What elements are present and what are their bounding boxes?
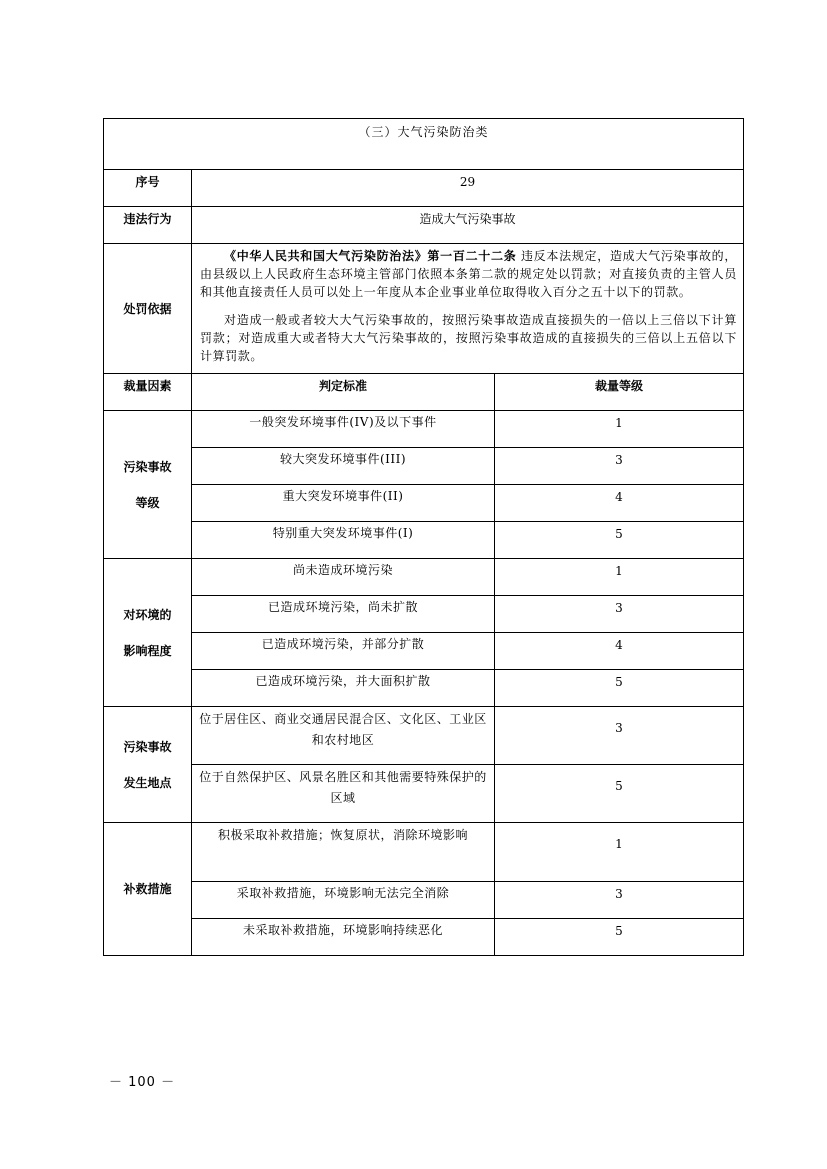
table-row bbox=[104, 485, 744, 522]
criteria-cell: 已造成环境污染，并大面积扩散 bbox=[192, 670, 495, 707]
table-row bbox=[104, 411, 744, 448]
table-row bbox=[104, 448, 744, 485]
grade-cell: 4 bbox=[495, 633, 744, 670]
criteria-cell: 已造成环境污染，尚未扩散 bbox=[192, 596, 495, 633]
table-row bbox=[104, 765, 744, 823]
grade-cell: 1 bbox=[495, 823, 744, 882]
basis-paragraph-1 bbox=[200, 247, 737, 301]
table-row bbox=[104, 633, 744, 670]
factor-name bbox=[104, 823, 192, 956]
factor-name-line1: 补救措施 bbox=[123, 882, 172, 896]
violation-row bbox=[104, 207, 744, 244]
grade-cell: 3 bbox=[495, 596, 744, 633]
grade-cell: 1 bbox=[495, 559, 744, 596]
page-number: － 100 － bbox=[109, 1075, 176, 1090]
factor-name-line1: 污染事故 bbox=[123, 459, 172, 474]
basis-row bbox=[104, 244, 744, 374]
basis-text bbox=[192, 244, 744, 374]
violation-value: 造成大气污染事故 bbox=[192, 207, 744, 244]
basis-paragraph-2: 对造成一般或者较大大气污染事故的，按照污染事故造成直接损失的一倍以上三倍以下计算罚款；对造成重大或者特大大气污染事故的，按照污染事故造成的直接损失的三倍以上五倍以下计算罚款。 bbox=[200, 313, 737, 363]
serial-row bbox=[104, 170, 744, 207]
grade-cell: 1 bbox=[495, 411, 744, 448]
serial-value: 29 bbox=[192, 170, 744, 207]
table-row bbox=[104, 596, 744, 633]
table-row bbox=[104, 522, 744, 559]
criteria-cell: 未采取补救措施，环境影响持续恶化 bbox=[192, 919, 495, 956]
grade-cell: 3 bbox=[495, 882, 744, 919]
violation-label: 违法行为 bbox=[104, 207, 192, 244]
header-grade: 裁量等级 bbox=[495, 374, 744, 411]
factor-name bbox=[104, 707, 192, 823]
criteria-cell: 积极采取补救措施；恢复原状，消除环境影响 bbox=[192, 823, 495, 882]
grade-cell: 5 bbox=[495, 522, 744, 559]
serial-label: 序号 bbox=[104, 170, 192, 207]
grade-cell: 4 bbox=[495, 485, 744, 522]
basis-label: 处罚依据 bbox=[104, 244, 192, 374]
basis-paragraph-1-text: 违反本法规定，造成大气污染事故的，由县级以上人民政府生态环境主管部门依照本条第二款的规定处以罚款；对直接负责的主管人员和其他直接责任人员可以处上一年度从本企业事业单位取得收入百分之五十以下的罚款。 bbox=[200, 249, 737, 299]
criteria-cell: 尚未造成环境污染 bbox=[192, 559, 495, 596]
table-row bbox=[104, 670, 744, 707]
section-title: （三）大气污染防治类 bbox=[104, 119, 744, 170]
criteria-cell: 特别重大突发环境事件(I) bbox=[192, 522, 495, 559]
grade-cell: 3 bbox=[495, 707, 744, 765]
criteria-cell: 采取补救措施，环境影响无法完全消除 bbox=[192, 882, 495, 919]
factor-name-line1: 污染事故 bbox=[123, 739, 172, 754]
header-row bbox=[104, 374, 744, 411]
header-factor: 裁量因素 bbox=[104, 374, 192, 411]
table-row bbox=[104, 919, 744, 956]
grade-cell: 3 bbox=[495, 448, 744, 485]
table-row bbox=[104, 823, 744, 882]
factor-name-line2: 影响程度 bbox=[123, 643, 172, 658]
factor-name-line2: 发生地点 bbox=[123, 775, 172, 790]
criteria-cell: 位于居住区、商业交通居民混合区、文化区、工业区和农村地区 bbox=[192, 707, 495, 765]
table-row bbox=[104, 559, 744, 596]
criteria-cell: 重大突发环境事件(II) bbox=[192, 485, 495, 522]
grade-cell: 5 bbox=[495, 919, 744, 956]
table-row bbox=[104, 882, 744, 919]
penalty-table bbox=[103, 118, 744, 956]
header-criteria: 判定标准 bbox=[192, 374, 495, 411]
table-row bbox=[104, 707, 744, 765]
grade-cell: 5 bbox=[495, 765, 744, 823]
law-reference: 《中华人民共和国大气污染防治法》第一百二十二条 bbox=[224, 249, 517, 263]
title-row bbox=[104, 119, 744, 170]
factor-name-line2: 等级 bbox=[135, 495, 160, 510]
factor-name-line1: 对环境的 bbox=[123, 607, 172, 622]
grade-cell: 5 bbox=[495, 670, 744, 707]
criteria-cell: 已造成环境污染，并部分扩散 bbox=[192, 633, 495, 670]
factor-name bbox=[104, 411, 192, 559]
criteria-cell: 一般突发环境事件(IV)及以下事件 bbox=[192, 411, 495, 448]
factor-name bbox=[104, 559, 192, 707]
criteria-cell: 位于自然保护区、风景名胜区和其他需要特殊保护的区域 bbox=[192, 765, 495, 823]
criteria-cell: 较大突发环境事件(III) bbox=[192, 448, 495, 485]
